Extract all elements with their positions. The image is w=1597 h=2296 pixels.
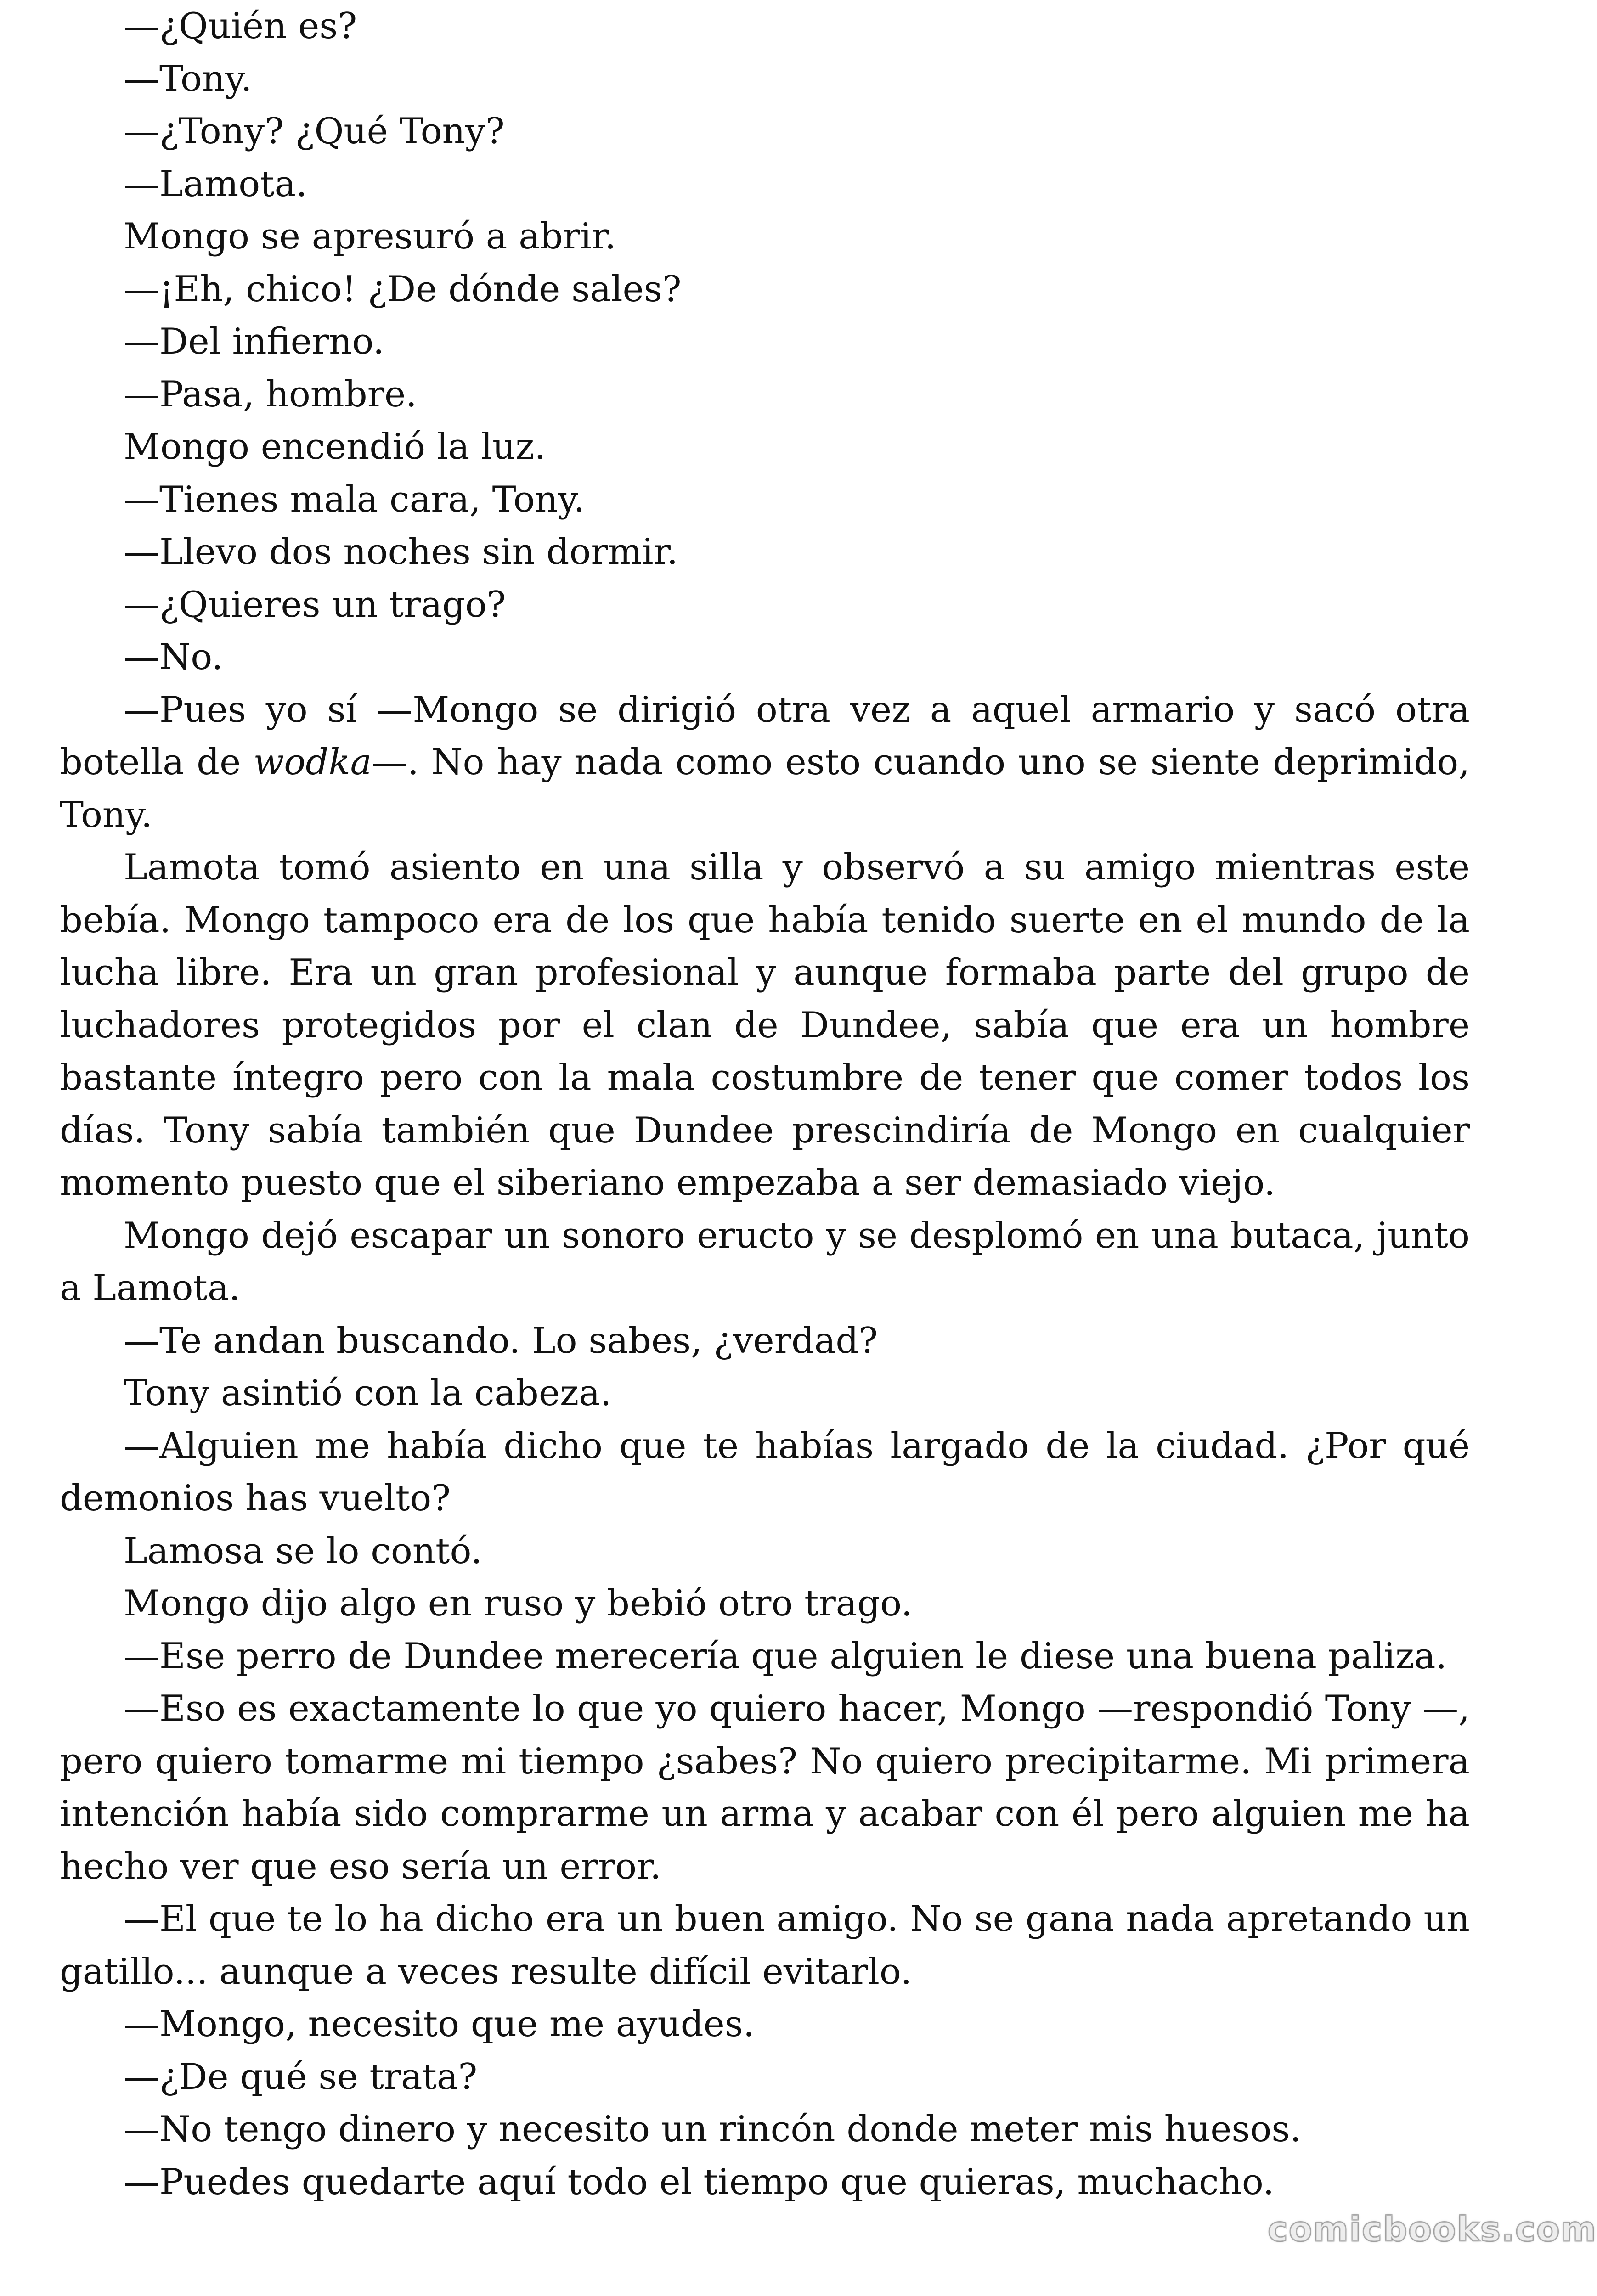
- dialogue-line: —Del infierno.: [124, 321, 384, 362]
- narration-line: Tony asintió con la cabeza.: [124, 1373, 612, 1414]
- dialogue-line: —¿Quién es?: [124, 6, 357, 47]
- narration-paragraph: Mongo dejó escapar un sonoro eructo y se desplomó en una butaca, junto a Lamota.: [60, 1215, 1470, 1309]
- dialogue-line: —Mongo, necesito que me ayudes.: [124, 2003, 755, 2045]
- narration-paragraph: Lamota tomó asiento en una silla y observó a su amigo mientras este bebía. Mongo tampoco era de los que había tenido suerte en el mundo de la lucha libre. Era un gran profesional y aunque formaba parte del grupo de luchadores protegidos por el clan de Dundee, sabía que era un hombre bastante íntegro pero con la mala costumbre de tener que comer todos los días. Tony sabía también que Dundee prescindiría de Mongo en cualquier momento puesto que el siberiano empezaba a ser demasiado viejo.: [60, 847, 1470, 1204]
- narration-line: Mongo se apresuró a abrir.: [124, 216, 616, 257]
- paragraph-pues-after: —. No hay nada como esto cuando uno se siente deprimido, Tony.: [60, 742, 1470, 836]
- dialogue-line: —Llevo dos noches sin dormir.: [124, 531, 678, 573]
- dialogue-line: —Tienes mala cara, Tony.: [124, 478, 585, 520]
- watermark-logo: comicbooks.com: [1268, 2210, 1597, 2249]
- dialogue-line: —Pasa, hombre.: [124, 373, 417, 415]
- dialogue-line: —Puedes quedarte aquí todo el tiempo que quieras, muchacho.: [124, 2161, 1275, 2203]
- dialogue-line: —¿De qué se trata?: [124, 2056, 478, 2098]
- dialogue-paragraph: —Alguien me había dicho que te habías largado de la ciudad. ¿Por qué demonios has vuelto?: [60, 1425, 1470, 1519]
- dialogue-line: —¿Quieres un trago?: [124, 584, 506, 625]
- dialogue-line: —Lamota.: [124, 163, 307, 205]
- narration-line: Mongo dijo algo en ruso y bebió otro trago.: [124, 1583, 913, 1624]
- narration-line: Lamosa se lo contó.: [124, 1530, 482, 1572]
- dialogue-line: —Tony.: [124, 58, 252, 100]
- page-text: [60, 0, 1470, 2208]
- paragraph-pues: [60, 684, 1470, 842]
- dialogue-paragraph: —Ese perro de Dundee merecería que alguien le diese una buena paliza.: [124, 1635, 1447, 1677]
- paragraph-pues-before: —Pues yo sí —Mongo se dirigió otra vez a aquel armario y sacó otra botella de: [60, 689, 1470, 783]
- dialogue-paragraph: —El que te lo ha dicho era un buen amigo. No se gana nada apretando un gatillo... aunque a veces resulte difícil evitarlo.: [60, 1898, 1470, 1992]
- dialogue-paragraph: —Eso es exactamente lo que yo quiero hacer, Mongo —respondió Tony —, pero quiero tomarme mi tiempo ¿sabes? No quiero precipitarme. Mi primera intención había sido comprarme un arma y acabar con él pero alguien me ha hecho ver que eso sería un error.: [60, 1688, 1470, 1887]
- dialogue-line: —No.: [124, 636, 223, 678]
- dialogue-line: —No tengo dinero y necesito un rincón donde meter mis huesos.: [124, 2109, 1302, 2150]
- book-page: [60, 0, 1470, 2296]
- dialogue-line: —Te andan buscando. Lo sabes, ¿verdad?: [124, 1320, 878, 1362]
- dialogue-line: —¡Eh, chico! ¿De dónde sales?: [124, 268, 682, 310]
- italic-word: wodka: [253, 742, 372, 783]
- dialogue-line: —¿Tony? ¿Qué Tony?: [124, 111, 505, 152]
- narration-line: Mongo encendió la luz.: [124, 426, 546, 467]
